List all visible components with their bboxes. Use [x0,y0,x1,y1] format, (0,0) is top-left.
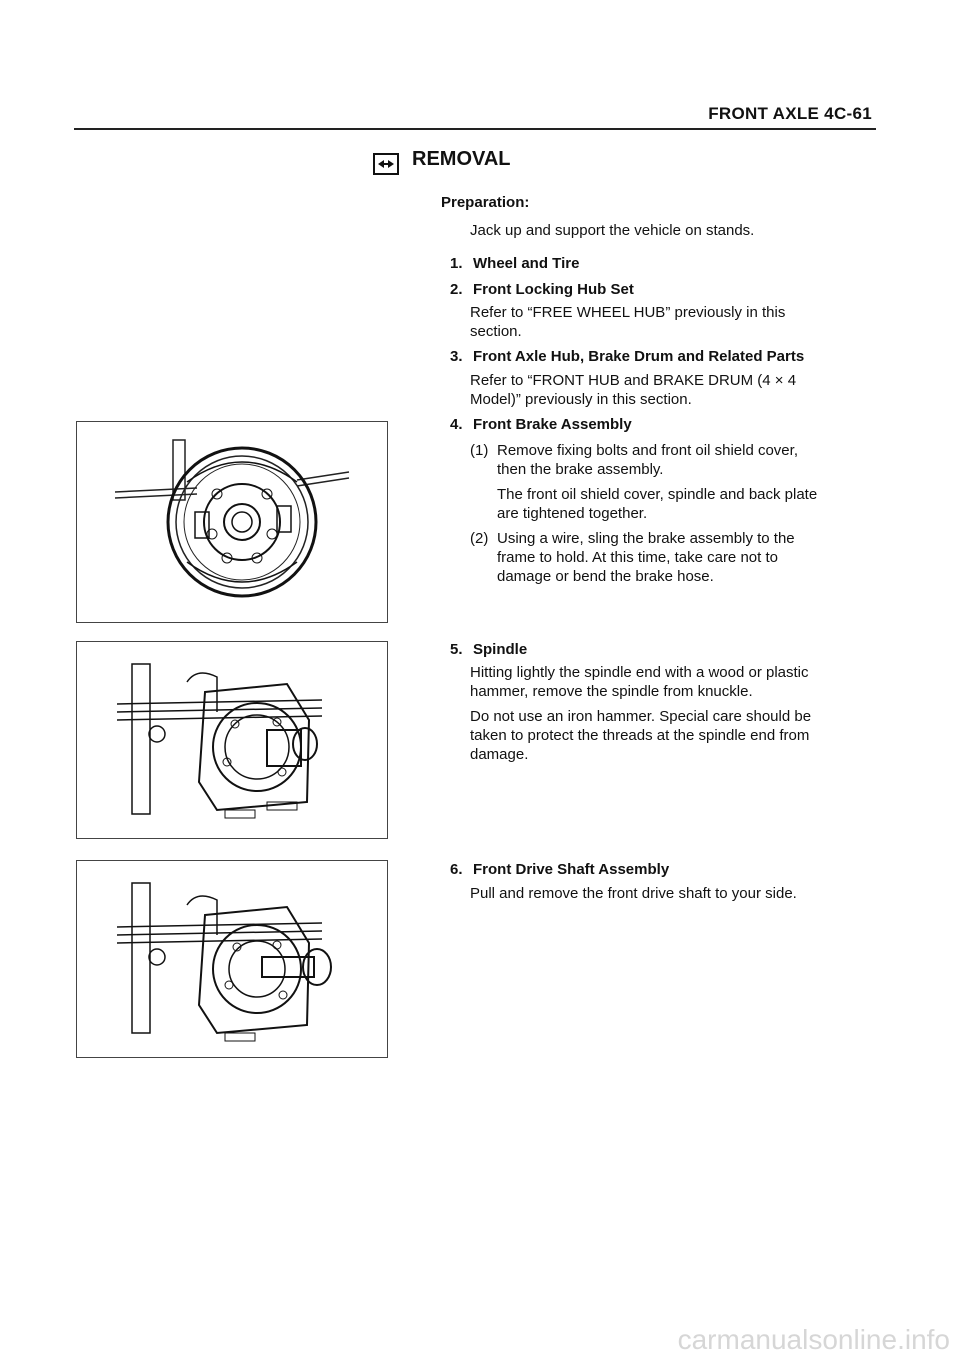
step-number: 3. [450,348,463,365]
step-text-line: Refer to “FRONT HUB and BRAKE DRUM (4 × 4 [470,372,797,389]
knuckle-spindle-illustration [76,641,388,839]
step-title: Front Locking Hub Set [473,281,634,298]
preparation-text: Jack up and support the vehicle on stands. [470,222,755,239]
step-title: Front Drive Shaft Assembly [473,861,670,878]
preparation-label: Preparation: [441,194,530,211]
step-text-line: Model)” previously in this section. [470,391,692,408]
step-text-line: Refer to “FREE WHEEL HUB” previously in this [470,304,786,321]
step-note-line: Do not use an iron hammer. Special care should be [470,708,812,725]
step-number: 4. [450,416,463,433]
step-note-line: taken to protect the threads at the spindle end from [470,727,810,744]
step-title: Front Axle Hub, Brake Drum and Related Parts [473,348,805,365]
step-text-line: Using a wire, sling the brake assembly to the [497,530,795,547]
step-note-line: damage. [470,746,529,763]
step-title: Wheel and Tire [473,255,580,272]
step-number: 6. [450,861,463,878]
step-number: 2. [450,281,463,298]
brake-assembly-illustration [76,421,388,623]
step-text-line: frame to hold. At this time, take care not to [497,549,778,566]
step-note-line: The front oil shield cover, spindle and back plate [497,486,818,503]
step-text-line: hammer, remove the spindle from knuckle. [470,683,753,700]
step-text-line: then the brake assembly. [497,461,664,478]
step-number: 5. [450,641,463,658]
watermark-text: carmanualsonline.info [677,1324,950,1355]
substep-number: (2) [470,530,489,547]
step-title: Front Brake Assembly [473,416,632,433]
section-title: REMOVAL [412,148,511,170]
removal-arrows-icon [373,153,399,175]
step-title: Spindle [473,641,528,658]
page-header-title: FRONT AXLE 4C-61 [708,104,872,123]
step-text-line: Pull and remove the front drive shaft to your side. [470,885,797,902]
step-note-line: are tightened together. [497,505,648,522]
header-divider [74,128,876,130]
substep-number: (1) [470,442,489,459]
step-number: 1. [450,255,463,272]
step-text-line: damage or bend the brake hose. [497,568,714,585]
step-text-line: section. [470,323,522,340]
step-text-line: Remove fixing bolts and front oil shield cover, [497,442,798,459]
step-text-line: Hitting lightly the spindle end with a wood or plastic [470,664,809,681]
drive-shaft-illustration [76,860,388,1058]
